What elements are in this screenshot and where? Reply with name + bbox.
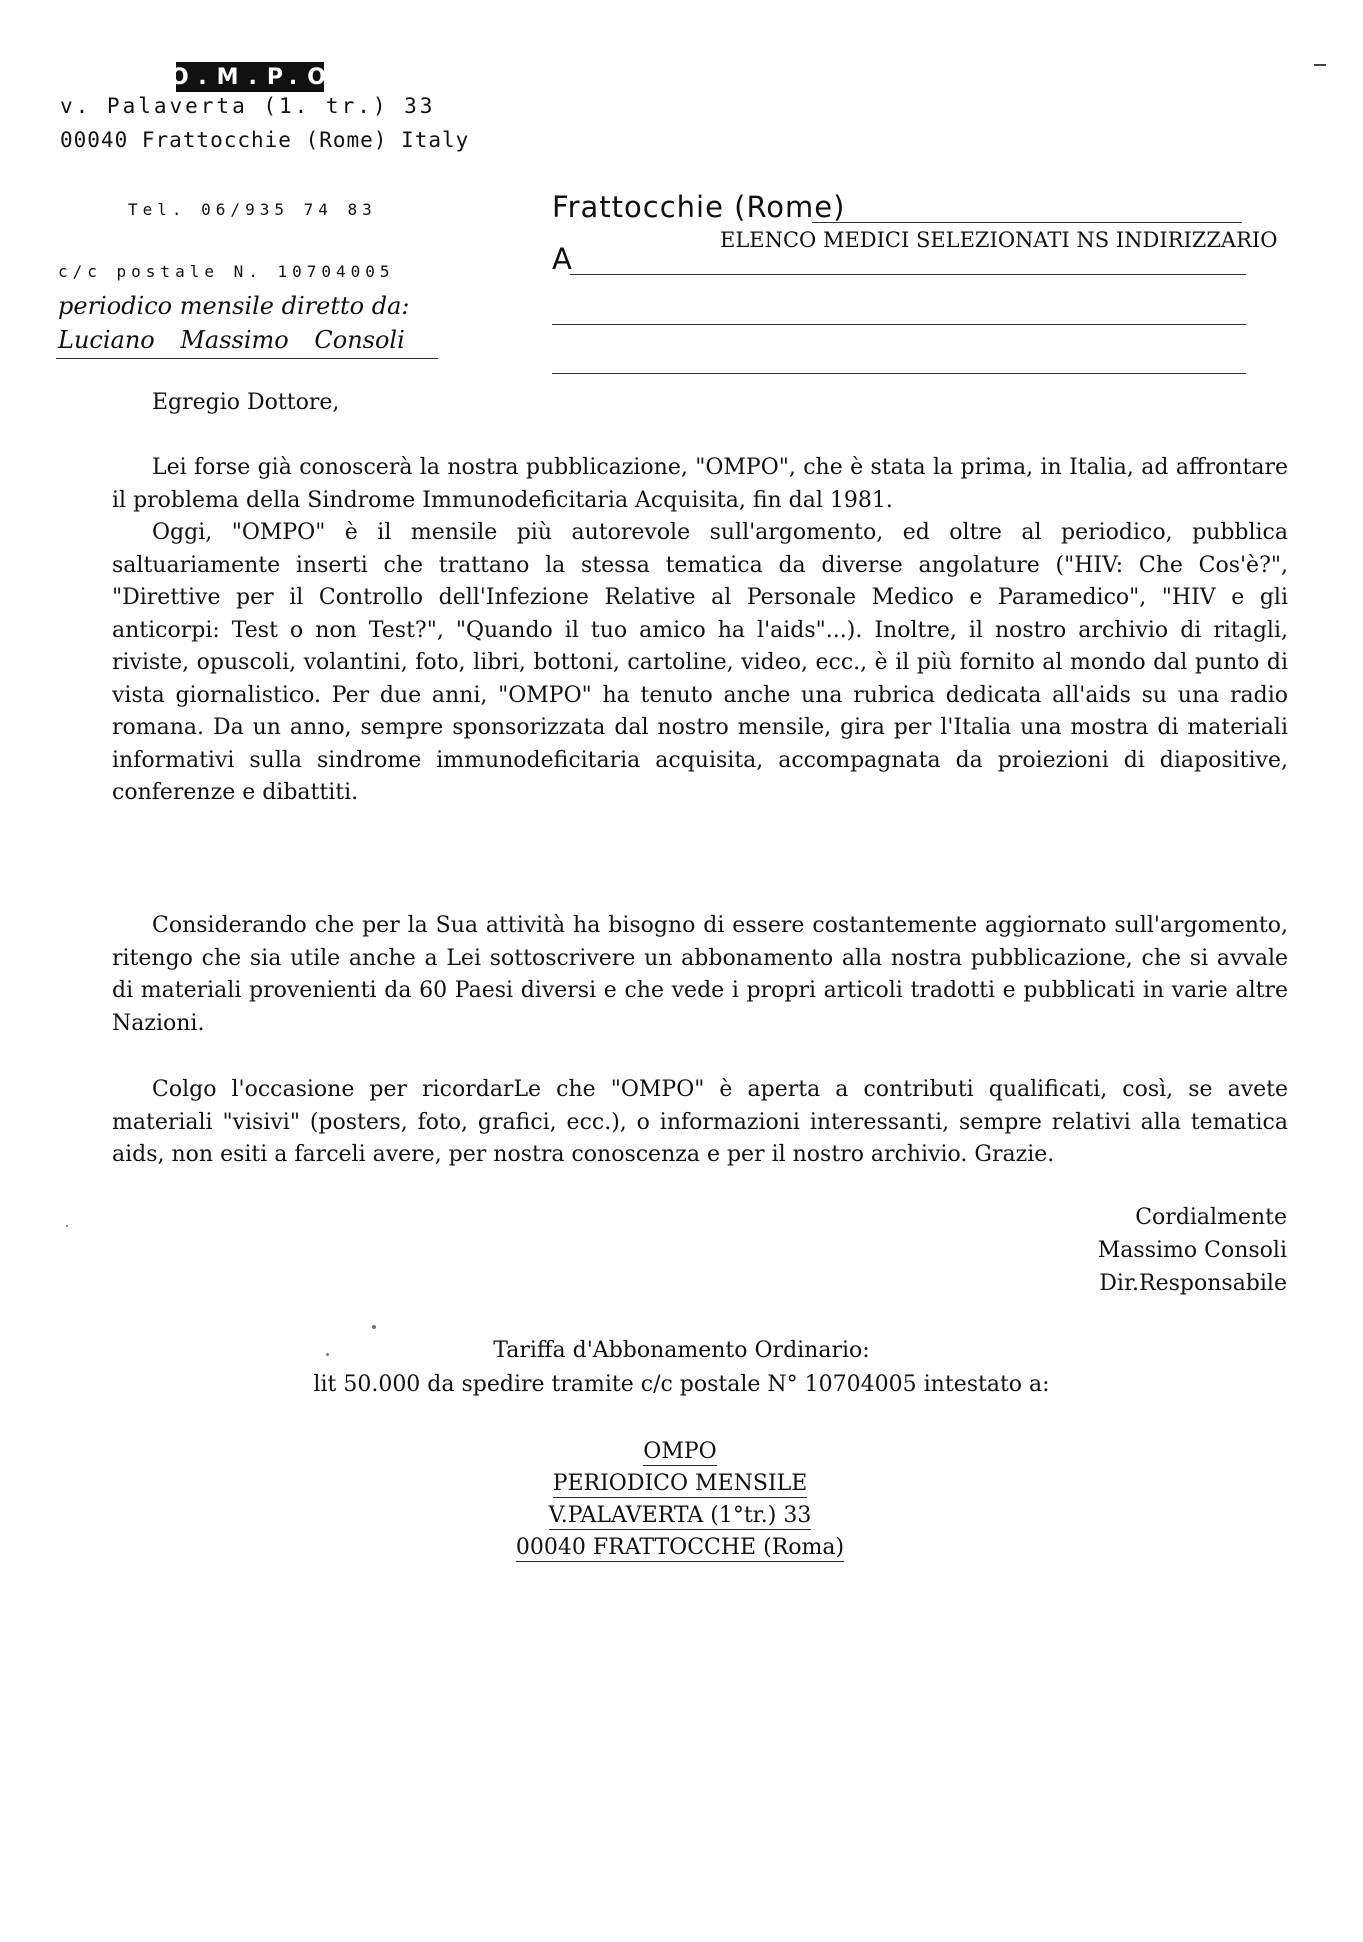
subscription-heading: Tariffa d'Abbonamento Ordinario: bbox=[493, 1338, 870, 1363]
signature-closing: Cordialmente bbox=[1135, 1205, 1287, 1230]
scan-speck bbox=[326, 1353, 329, 1356]
subscription-address-line-1: OMPO bbox=[643, 1439, 717, 1464]
ompo-logo: O.M.P.O bbox=[176, 62, 324, 92]
letterhead-phone: Tel. 06/935 74 83 bbox=[128, 200, 377, 219]
subscription-address-line-4: 00040 FRATTOCCHE (Roma) bbox=[515, 1535, 845, 1560]
body-paragraph-1b: Oggi, "OMPO" è il mensile più autorevole sull'argomento, ed oltre al periodico, pubblica saltuariamente inserti che trattano la stessa tematica da diverse angolature ("HIV: Che Cos'è?", "Direttive per il Controllo dell'Infezione Relative al Personale Medico e Paramedico", "HIV e gli anticorpi: Test o non Test?", "Quando il tuo amico ha l'aids"...). Inoltre, il nostro archivio di ritagli, riviste, opuscoli, volantini, foto, libri, bottoni, cartoline, video, ecc., è il più fornito al mondo dal punto di vista giornalistico. Per due anni, "OMPO" ha tenuto anche una rubrica dedicata all'aids su una radio romana. Da un anno, sempre sponsorizzata dal nostro mensile, gira per l'Italia una mostra di materiali informativi sulla sindrome immunodeficitaria acquisita, accompagnata da proiezioni di diapositive, conferenze e dibattiti. bbox=[112, 520, 1288, 805]
letterhead-divider bbox=[56, 358, 438, 359]
subscription-address-line-3: V.PALAVERTA (1°tr.) 33 bbox=[548, 1503, 812, 1528]
address-rule-2 bbox=[552, 324, 1246, 325]
subscription-address bbox=[400, 1436, 960, 1564]
body-paragraph-1a: Lei forse già conoscerà la nostra pubblicazione, "OMPO", che è stata la prima, in Italia, ad affrontare il problema della Sindrome Immunodeficitaria Acquisita, fin dal 1981. bbox=[112, 455, 1288, 513]
recipient-addressee: ELENCO MEDICI SELEZIONATI NS INDIRIZZARIO bbox=[720, 228, 1278, 252]
letterhead-postal-account: c/c postale N. 10704005 bbox=[58, 262, 395, 281]
body-paragraph-3 bbox=[112, 1074, 1288, 1172]
scan-speck bbox=[372, 1325, 376, 1329]
body-paragraph-2-text: Considerando che per la Sua attività ha bisogno di essere costantemente aggiornato sull'argomento, ritengo che sia utile anche a Lei sottoscrivere un abbonamento alla nostra pubblicazione, che si avvale di materiali provenienti da 60 Paesi diversi e che vede i propri articoli tradotti e pubblicati in varie altre Nazioni. bbox=[112, 913, 1288, 1036]
signature-name: Massimo Consoli bbox=[1097, 1238, 1287, 1263]
corner-mark bbox=[1314, 64, 1326, 66]
address-rule-1 bbox=[570, 274, 1246, 275]
scan-speck bbox=[66, 1225, 68, 1227]
recipient-prefix: A bbox=[552, 242, 572, 276]
subscription-address-line-2: PERIODICO MENSILE bbox=[552, 1471, 808, 1496]
letterhead-street: v. Palaverta (1. tr.) 33 bbox=[60, 94, 436, 118]
letterhead-subtitle: periodico mensile diretto da: bbox=[58, 292, 410, 320]
salutation: Egregio Dottore, bbox=[152, 390, 340, 415]
address-rule-3 bbox=[552, 373, 1246, 374]
letterhead-city: 00040 Frattocchie (Rome) Italy bbox=[60, 128, 470, 152]
signature-title: Dir.Responsabile bbox=[1099, 1271, 1287, 1296]
subscription-detail: lit 50.000 da spedire tramite c/c postale N° 10704005 intestato a: bbox=[313, 1372, 1050, 1397]
place-line: Frattocchie (Rome) bbox=[552, 190, 846, 224]
letterhead-editor: Luciano Massimo Consoli bbox=[58, 326, 405, 354]
body-paragraph-1 bbox=[112, 452, 1288, 810]
body-paragraph-2 bbox=[112, 910, 1288, 1040]
body-paragraph-3-text: Colgo l'occasione per ricordarLe che "OMPO" è aperta a contributi qualificati, così, se avete materiali "visivi" (posters, foto, grafici, ecc.), o informazioni interessanti, sempre relativi alla tematica aids, non esiti a farceli avere, per nostra conoscenza e per il nostro archivio. Grazie. bbox=[112, 1077, 1288, 1167]
place-rule bbox=[812, 222, 1242, 223]
